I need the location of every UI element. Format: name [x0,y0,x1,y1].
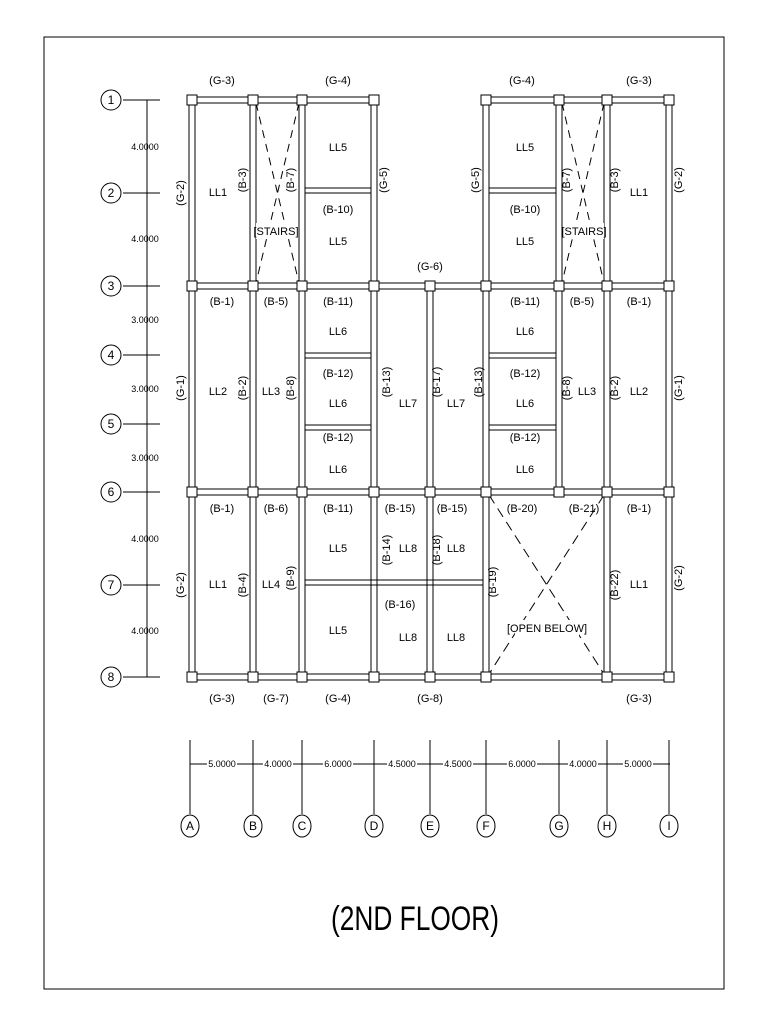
beam-labels-vertical [175,167,685,600]
beam-label: (B-18) [431,534,443,566]
beam-label: (B-11) [323,503,353,515]
row-grid-5: 5 [107,417,115,431]
col-spacing-a-b: 5.0000 [208,759,236,769]
stairs-label: [STAIRS] [561,226,607,238]
row-spacing-5-6: 3.0000 [131,453,159,463]
row-grid-6: 6 [107,485,115,499]
row-spacing-dims [131,142,159,636]
beam-label: (B-21) [568,503,600,515]
beam-label: (G-3) [626,693,652,705]
col-grid-i: I [667,819,671,833]
slab-label: LL6 [515,326,535,338]
beam-label: (B-13) [473,366,485,398]
beam-label: (B-8) [561,375,573,401]
row-spacing-3-4: 3.0000 [131,315,159,325]
beam-label: (B-2) [609,375,621,401]
beam-label: (G-4) [325,693,351,705]
beam-label: (B-14) [381,534,393,566]
beam-label: (G-4) [509,75,535,87]
row-grid-2: 2 [107,186,115,200]
row-grid-8: 8 [107,670,115,684]
slab-label: LL5 [515,236,535,248]
row-spacing-1-2: 4.0000 [131,142,159,152]
beam-label: (G-2) [673,565,685,591]
beam-label: (B-1) [209,296,235,308]
row-grid-1: 1 [107,93,115,107]
beam-label: (B-7) [285,167,297,193]
slab-label: LL8 [398,632,418,644]
col-spacing-c-d: 6.0000 [324,759,352,769]
slab-label: LL6 [515,398,535,410]
row-spacing-7-8: 4.0000 [131,626,159,636]
beam-label: (B-5) [263,296,289,308]
beam-label: (B-12) [322,368,354,380]
beam-label: (B-12) [322,432,354,444]
col-grid-f: F [482,819,490,833]
col-grid-b: B [248,819,258,833]
slab-label: LL1 [208,187,228,199]
beam-label: (B-12) [509,432,541,444]
beam-label: (G-5) [378,167,390,193]
slab-label: LL8 [446,543,466,555]
beam-label: (G-2) [175,572,187,598]
col-spacing-f-g: 6.0000 [508,759,536,769]
slab-label: LL5 [328,625,348,637]
drawing-title: (2ND FLOOR) [331,900,499,938]
slab-label: LL6 [328,398,348,410]
row-grid-4: 4 [107,348,115,362]
col-spacing-e-f: 4.5000 [444,759,472,769]
open-below-label: [OPEN BELOW] [506,623,588,635]
col-grid-a: A [185,819,195,833]
beam-label: (G-6) [417,261,443,273]
slab-labels [209,142,648,644]
beam-label: (G-1) [175,375,187,401]
slab-label: LL1 [208,579,228,591]
beam-label: (B-3) [237,167,249,193]
beam-label: (B-9) [285,565,297,591]
row-bubbles [101,90,121,687]
slab-label: LL6 [328,326,348,338]
col-spacing-g-h: 4.0000 [569,759,597,769]
beam-label: (B-22) [609,569,621,601]
slab-label: LL2 [208,386,228,398]
beam-label: (B-16) [384,599,416,611]
beam-label: (G-3) [209,75,235,87]
slab-label: LL3 [577,386,597,398]
beam-label: (B-15) [436,503,468,515]
beam-label: (B-11) [323,296,353,308]
beam-label: (G-2) [673,167,685,193]
beam-label: (G-8) [417,693,443,705]
col-grid-h: H [602,819,612,833]
beam-label: (G-3) [626,75,652,87]
beam-label: (B-20) [506,503,538,515]
slab-label: LL5 [328,543,348,555]
beam-label: (B-12) [509,368,541,380]
slab-label: LL5 [515,142,535,154]
beam-label: (G-4) [325,75,351,87]
col-spacing-h-i: 5.0000 [624,759,652,769]
beam-label: (B-13) [381,366,393,398]
beam-label: (B-1) [209,503,235,515]
beam-label: (B-5) [569,296,595,308]
beam-label: (B-2) [237,375,249,401]
beam-label: (B-11) [510,296,540,308]
slab-label: LL5 [328,236,348,248]
row-spacing-2-3: 4.0000 [131,234,159,244]
beam-label: (B-8) [285,375,297,401]
slab-label: LL7 [446,398,466,410]
slab-label: LL1 [629,187,649,199]
beam-label: (G-3) [209,693,235,705]
col-grid-g: G [554,819,564,833]
slab-label: LL8 [398,543,418,555]
slab-label: LL7 [398,398,418,410]
row-grid-3: 3 [107,279,115,293]
beam-label: (B-6) [263,503,289,515]
beam-label: (B-3) [609,167,621,193]
slab-label: LL6 [328,464,348,476]
slab-label: LL5 [328,142,348,154]
slab-label: LL2 [629,386,649,398]
slab-label: LL3 [261,386,281,398]
slab-label: LL1 [629,579,649,591]
slab-label: LL8 [446,632,466,644]
beam-label: (G-5) [470,167,482,193]
beam-label: (G-2) [175,180,187,206]
beam-label: (B-1) [626,296,652,308]
row-spacing-6-7: 4.0000 [131,534,159,544]
col-spacing-b-c: 4.0000 [264,759,292,769]
beam-label: (B-1) [626,503,652,515]
col-grid-d: D [369,819,379,833]
slab-label: LL4 [261,579,281,591]
beam-label: (B-19) [487,566,499,598]
column-grid-lines [190,740,670,814]
beam-label: (B-10) [322,204,354,216]
beam-label: (B-15) [384,503,416,515]
col-grid-c: C [297,819,307,833]
stairs-label: [STAIRS] [253,226,299,238]
row-spacing-4-5: 3.0000 [131,384,159,394]
slab-label: LL6 [515,464,535,476]
beam-label: (B-7) [561,167,573,193]
beam-label: (G-1) [673,375,685,401]
col-spacing-d-e: 4.5000 [388,759,416,769]
beam-label: (G-7) [263,693,289,705]
col-grid-e: E [425,819,435,833]
beam-label: (B-10) [509,204,541,216]
row-grid-7: 7 [107,578,115,592]
beam-label: (B-17) [431,366,443,398]
beam-label: (B-4) [237,572,249,598]
